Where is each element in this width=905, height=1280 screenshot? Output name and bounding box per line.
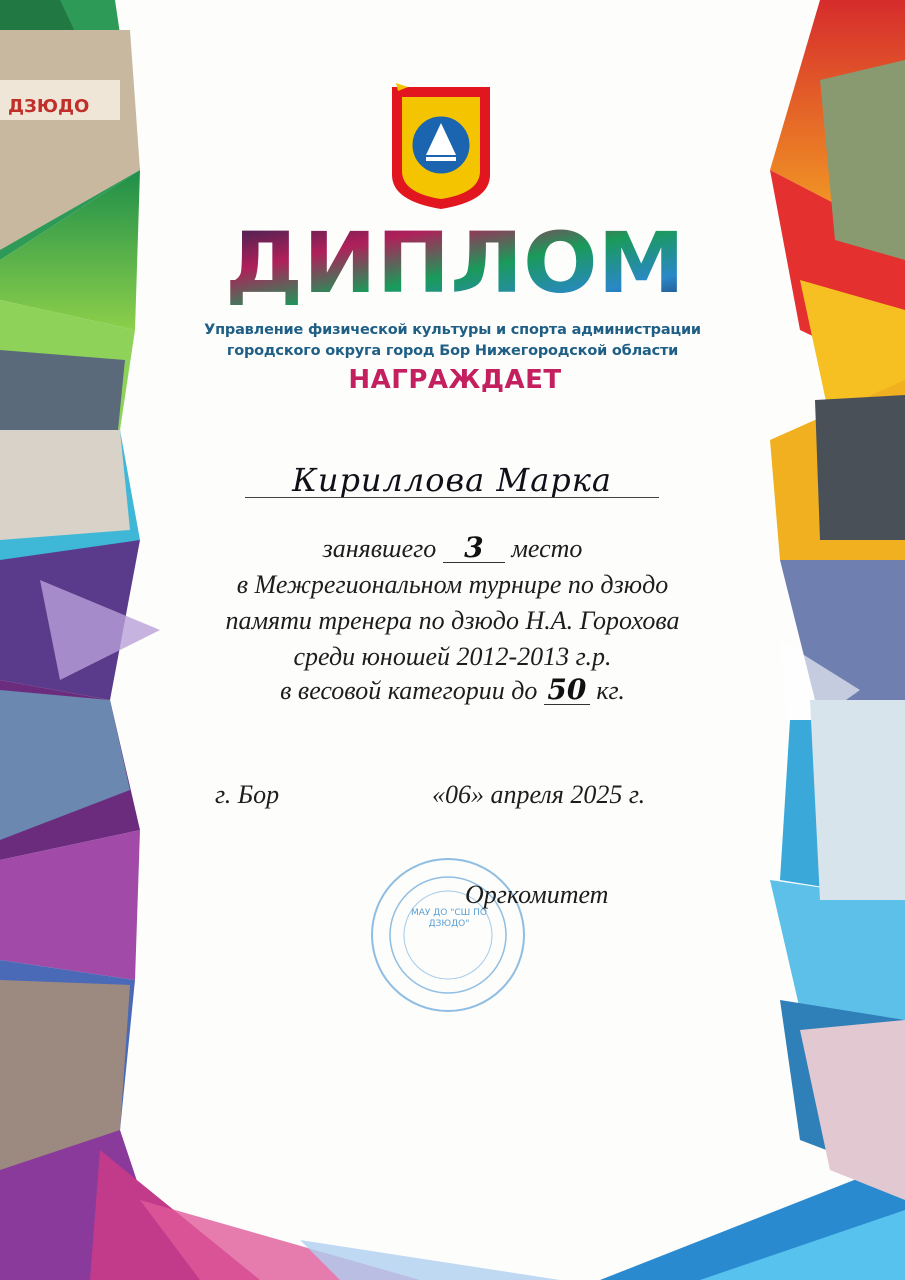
issuer-text	[200, 320, 705, 362]
issuer-line-2: городского округа город Бор Нижегородской области	[226, 343, 679, 359]
recipient-name-underline	[245, 497, 659, 498]
weight-suffix: кг.	[596, 676, 625, 705]
weight-value: 50	[544, 676, 590, 705]
place-value: 3	[443, 534, 505, 563]
diploma-title	[205, 210, 705, 310]
place-prefix: занявшего	[322, 534, 437, 563]
issuer-line-1: Управление физической культуры и спорта администрации	[204, 322, 701, 338]
stamp-text: МАУ ДО "СШ ПО ДЗЮДО"	[410, 908, 487, 929]
event-line-1: в Межрегиональном турнире по дзюдо	[236, 570, 669, 599]
event-line-2: памяти тренера по дзюдо Н.А. Горохова	[225, 606, 680, 635]
organizing-committee: Оргкомитет	[465, 880, 609, 909]
city: г. Бор	[215, 780, 280, 809]
event-line-3: среди юношей 2012-2013 г.р.	[293, 642, 612, 671]
awards-heading: НАГРАЖДАЕТ	[348, 365, 562, 395]
round-seal-stamp-icon	[368, 855, 528, 1015]
svg-text:ДИПЛОМ: ДИПЛОМ	[225, 214, 685, 310]
weight-prefix: в весовой категории до	[280, 676, 538, 705]
weight-line	[150, 674, 755, 708]
date: «06» апреля 2025 г.	[432, 780, 646, 809]
recipient-name: Кириллова Марка	[292, 461, 612, 499]
bor-coat-of-arms-icon	[390, 83, 492, 211]
svg-text:ДЗЮДО: ДЗЮДО	[8, 96, 90, 117]
place-line	[150, 532, 755, 566]
place-suffix: место	[511, 534, 583, 563]
